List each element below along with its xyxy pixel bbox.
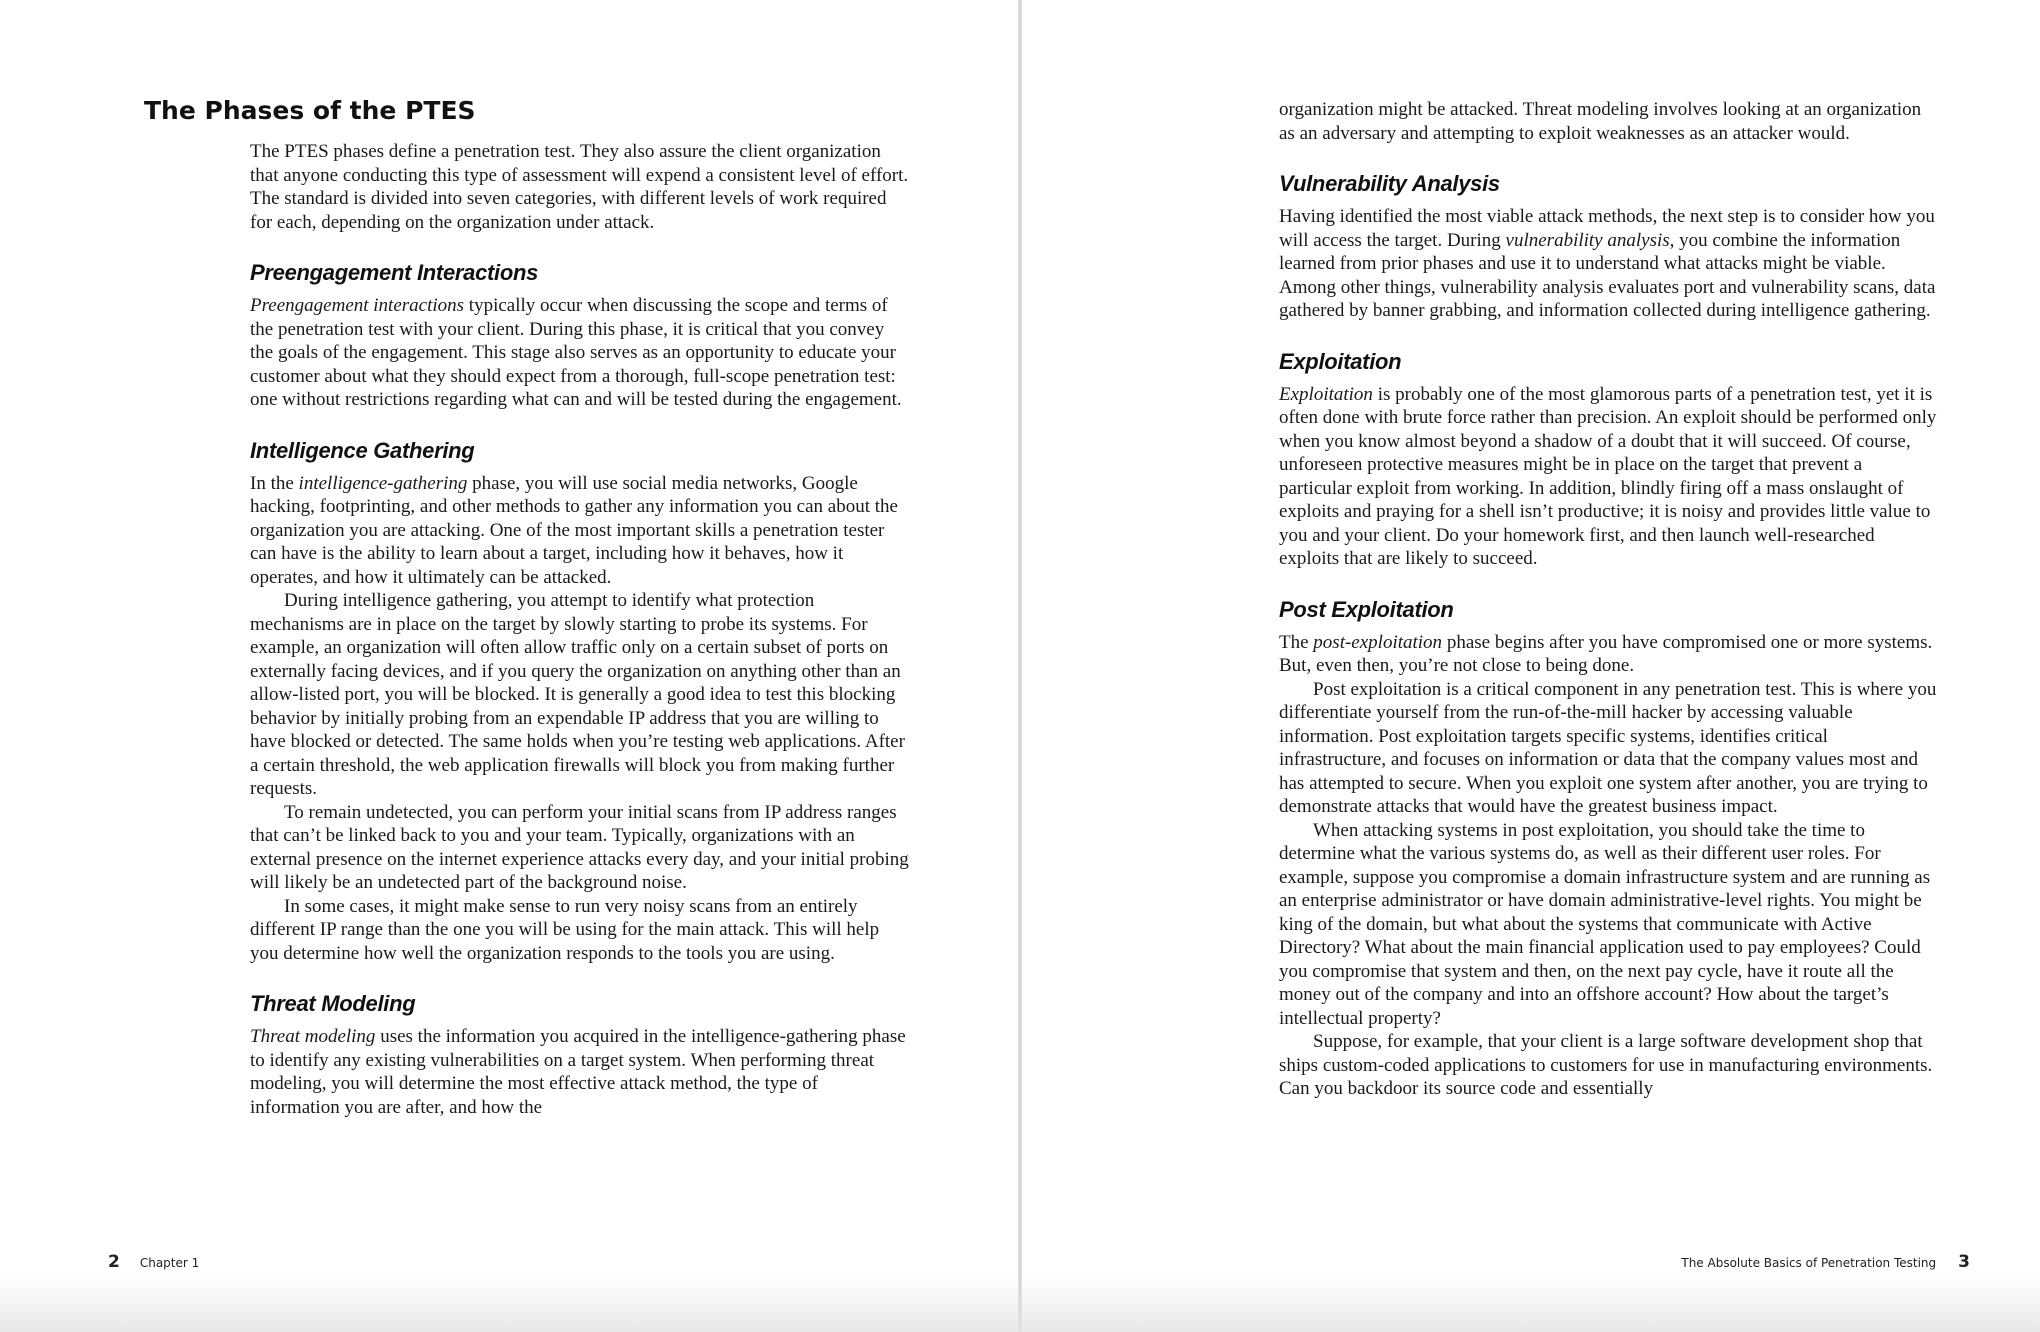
exploitation-paragraph [1279, 383, 1939, 571]
page-number: 3 [1958, 1252, 1970, 1272]
post-exploitation-paragraph-4: Suppose, for example, that your client is a large software development shop that ships custom-coded applications to customers for use in manufacturing environments. Can you backdoor its source code and essentially [1279, 1031, 1933, 1099]
preengagement-text: typically occur when discussing the scope and terms of the penetration test with your client. During this phase, it is critical that you convey the goals of the engagement. This stage also serves as an opportunity to educate your customer about what they should expect from a thorough, full-scope penetration test: one without restrictions regarding what can and will be tested during the engagement. [250, 295, 902, 410]
page-number: 2 [108, 1252, 120, 1272]
post-exploitation-paragraph-3: When attacking systems in post exploitation, you should take the time to determine what the various systems do, as well as their different user roles. For example, suppose you compromise a domain infrastructure system and are running as an enterprise administrator or have domain administrative-level rights. You might be king of the domain, but what about the systems that communicate with Active Directory? What about the main financial application used to pay employees? Could you compromise that system and then, on the next pay cycle, have it route all the money out of the company and into an offshore account? How about the target’s intellectual property? [1279, 819, 1931, 1029]
preengagement-term: Preengagement interactions [250, 295, 465, 316]
intelligence-text-rest: phase, you will use social media networks, Google hacking, footprinting, and other methods to gather any information you can about the organization you are attacking. One of the most important skills a penetration tester can have is the ability to learn about a target, including how it behaves, how it operates, and how it ultimately can be attacked. [250, 472, 898, 588]
left-footer [108, 1252, 199, 1272]
post-exploitation-text-pre: The [1279, 631, 1314, 653]
running-head: The Absolute Basics of Penetration Testing [1681, 1256, 1937, 1270]
threat-modeling-term: Threat modeling [250, 1026, 376, 1047]
intelligence-paragraph-3: To remain undetected, you can perform your initial scans from IP address ranges that can’t be linked back to you and your team. Typically, organizations with an external presence on the internet experience attacks every day, and your initial probing will likely be an undetected part of the background noise. [250, 801, 909, 893]
right-page [1022, 0, 2040, 1332]
vulnerability-paragraph [1279, 205, 1939, 323]
threat-modeling-paragraph [250, 1025, 910, 1119]
left-page [0, 0, 1018, 1332]
post-exploitation-heading: Post Exploitation [1279, 596, 1454, 622]
threat-modeling-heading: Threat Modeling [250, 991, 416, 1016]
intro-paragraph: The PTES phases define a penetration test. They also assure the client organization that anyone conducting this type of assessment will expend a consistent level of effort. The standard is divided into seven categories, with different levels of work required for each, depending on the organization under attack. [250, 141, 909, 233]
intelligence-text-pre: In the [250, 472, 299, 494]
running-head: Chapter 1 [139, 1256, 200, 1270]
right-footer [1681, 1252, 1970, 1272]
exploitation-term: Exploitation [1279, 383, 1373, 405]
intelligence-paragraph-1 [250, 472, 910, 590]
vulnerability-text-rest: , you combine the information learned from prior phases and use it to understand what attacks might be viable. Among other things, vulnerability analysis evaluates port and vulnerability scans, data gathered by banner grabbing, and information collected during intelligence gathering. [1279, 229, 1936, 321]
preengagement-heading: Preengagement Interactions [250, 260, 539, 285]
intelligence-heading: Intelligence Gathering [250, 437, 475, 463]
right-text-column [1279, 98, 1939, 1101]
left-text-column [250, 140, 910, 1119]
intelligence-term: intelligence-gathering [298, 472, 468, 494]
post-exploitation-term: post-exploitation [1313, 631, 1443, 653]
vulnerability-text-pre: Having identified the most viable attack methods, the next step is to consider how you will access the target. During [1279, 206, 1935, 251]
vulnerability-term: vulnerability analysis [1505, 229, 1670, 251]
threat-modeling-text: uses the information you acquired in the intelligence-gathering phase to identify any existing vulnerabilities on a target system. When performing threat modeling, you will determine the most effective attack method, the type of information you are after, and how the [250, 1026, 906, 1118]
section-heading: The Phases of the PTES [144, 96, 476, 125]
threat-modeling-continued: organization might be attacked. Threat modeling involves looking at an organization as an adversary and attempting to exploit weaknesses as an attacker would. [1279, 99, 1922, 144]
intelligence-paragraph-4: In some cases, it might make sense to run very noisy scans from an entirely different IP range than the one you will be using for the main attack. This will help you determine how well the organization responds to the tools you are using. [250, 895, 880, 964]
intelligence-paragraph-2: During intelligence gathering, you attempt to identify what protection mechanisms are in place on the target by slowly starting to probe its systems. For example, an organization will often allow traffic only on a certain subset of ports on externally facing devices, and if you query the organization on anything other than an allow-listed port, you will be blocked. It is generally a good idea to test this blocking behavior by initially probing from an expendable IP address that you are willing to have blocked or detected. The same holds when you’re testing web applications. After a certain threshold, the web application firewalls will block you from making further requests. [250, 590, 905, 799]
post-exploitation-paragraph-1 [1279, 631, 1939, 678]
preengagement-paragraph [250, 294, 910, 412]
exploitation-text: is probably one of the most glamorous parts of a penetration test, yet it is often done with brute force rather than precision. An exploit should be performed only when you know almost beyond a shadow of a doubt that it will succeed. Of course, unforeseen protective measures might be in place on the target that prevent a particular exploit from working. In addition, blindly firing off a mass onslaught of exploits and praying for a shell isn’t productive; it is noisy and provides little value to you and your client. Do your homework first, and then launch well-researched exploits that are likely to succeed. [1279, 383, 1937, 569]
post-exploitation-text-rest: phase begins after you have compromised one or more systems. But, even then, you’re not close to being done. [1279, 631, 1933, 676]
exploitation-heading: Exploitation [1279, 348, 1402, 374]
vulnerability-heading: Vulnerability Analysis [1279, 171, 1500, 196]
post-exploitation-paragraph-2: Post exploitation is a critical component in any penetration test. This is where you differentiate yourself from the run-of-the-mill hacker by accessing valuable information. Post exploitation targets specific systems, identifies critical infrastructure, and focuses on information or data that the company values most and has attempted to secure. When you exploit one system after another, you are trying to demonstrate attacks that would have the greatest business impact. [1279, 678, 1937, 817]
